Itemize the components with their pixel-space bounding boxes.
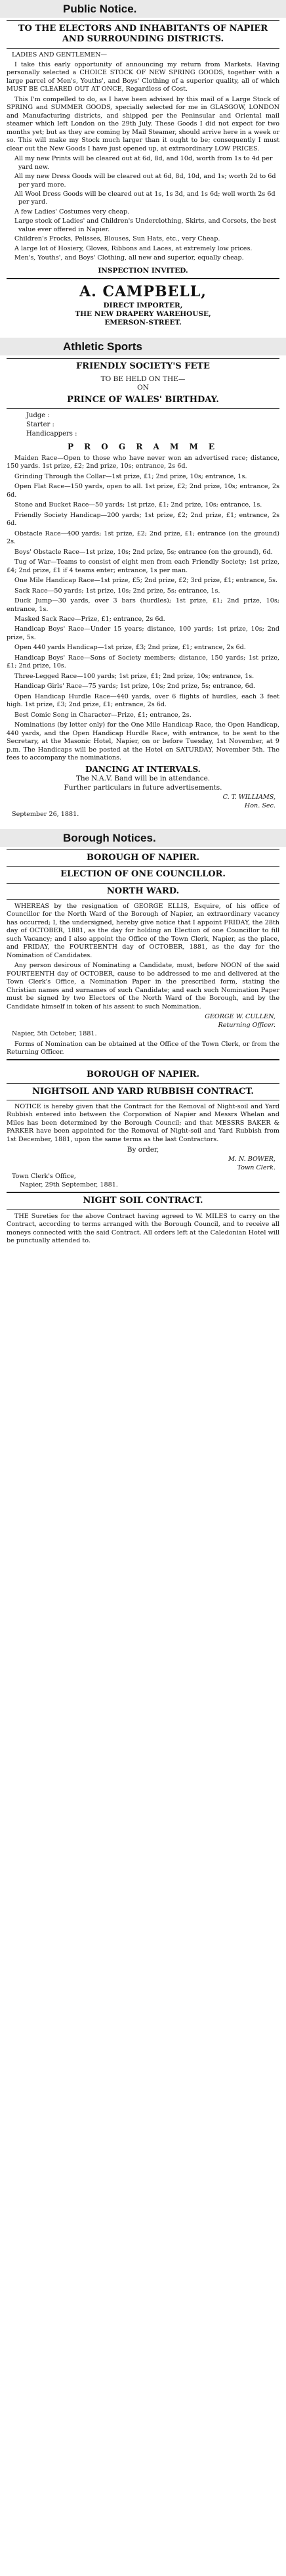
event-item: Best Comic Song in Character—Prize, £1; entrance, 2s. [14,711,192,719]
sale-item: Large stock of Ladies' and Children's Underclothing, Skirts, and Corsets, the best value ever offered in Napier. [14,217,277,233]
event-item: Stone and Bucket Race—50 yards; 1st prize, £1; 2nd prize, 10s; entrance, 1s. [14,501,262,509]
nightsoil-contract-title: NIGHTSOIL AND YARD RUBBISH CONTRACT. [32,1086,254,1096]
event-item: Maiden Race—Open to those who have never won an advertised race; distance, 150 yards. 1st prize, £2; 2nd prize, 10s; entrance, 2s 6d. [7,455,279,470]
night-contract-text: THE Sureties for the above Contract having agreed to W. MILES to carry on the Contract, according to terms arranged with the Borough Council, and to receive all moneys connected with the said Contract. All orders left at the Caledonian Hotel will be punctually attended to. [7,1212,279,1244]
sale-item: All my new Prints will be cleared out at 6d, 8d, and 10d, worth from 1s to 4d per yard new. [14,155,273,171]
event-item: Obstacle Race—400 yards; 1st prize, £2; 2nd prize, £1; entrance (on the ground) 2s. [7,530,279,546]
event-item: Handicap Boys' Race—Sons of Society members; distance, 150 yards; 1st prize, £1; 2nd prize, 10s. [7,654,279,670]
sale-item: Men's, Youths', and Boys' Clothing, all new and superior, equally cheap. [14,254,244,262]
event-item: Grinding Through the Collar—1st prize, £1; 2nd prize, 10s; entrance, 1s. [14,472,247,480]
further-particulars: Further particulars in future advertisements. [64,783,222,792]
merchant-street: EMERSON-STREET. [104,319,182,327]
notice-paragraph-2: This I'm compelled to do, as I have been advised by this mail of a Large Stock of SPRING and SUMMER GOODS, specially selected for me in GLASGOW, LONDON and Manufacturing districts, and shipped per the Peninsular and Oriental mail steamer which left London on the 29th July. These Goods I did not expect for two months yet; but as they are coming by Mail Steamer, should arrive here in a week or so. This will make my Stock much larger than it ought to be; consequently I must clear out the New Goods I have just opened up, at extraordinary LOW PRICES. [7,95,279,152]
divider [7,408,279,409]
town-clerk-name: M. N. BOWER, [228,1156,276,1164]
divider [7,1209,279,1210]
divider [7,849,279,850]
notice-title: TO THE ELECTORS AND INHABITANTS OF NAPIER AND SURROUNDING DISTRICTS. [18,24,268,45]
merchant-shop: THE NEW DRAPERY WAREHOUSE, [75,310,211,318]
by-order: By order, [127,1146,159,1154]
divider [7,278,279,279]
sale-item: A few Ladies' Costumes very cheap. [14,208,130,215]
event-item: Three-Legged Race—100 yards; 1st prize, £1; 2nd prize, 10s; entrance, 1s. [14,672,255,680]
notice-paragraph-1: I take this early opportunity of announcing my return from Markets. Having personally selected a CHOICE STOCK OF NEW SPRING GOODS, together with a large parcel of Men's, Youths', and Boys' Clothing of a superior quality, all of which MUST BE CLEARED OUT AT ONCE, Regardless of Cost. [7,60,279,93]
event-item: Sack Race—50 yards; 1st prize, 10s; 2nd prize, 5s; entrance, 1s. [14,587,220,595]
event-item: Open Handicap Hurdle Race—440 yards, over 6 flights of hurdles, each 3 feet high. 1st prize, £3; 2nd prize, £1; entrance, 2s 6d. [7,692,279,709]
section-header-public-notice: Public Notice. [0,0,286,18]
sale-item: Children's Frocks, Pelisses, Blouses, Sun Hats, etc., very Cheap. [14,235,220,243]
salutation: LADIES AND GENTLEMEN— [12,51,108,58]
divider [7,866,279,867]
fete-date: September 26, 1881. [12,810,79,818]
event-item: Tug of War—Teams to consist of eight men from each Friendly Society; 1st prize, £4; 2nd prize, £1 if 4 teams enter; entrance, 1s per man. [7,558,279,574]
merchant-role: DIRECT IMPORTER, [103,301,183,309]
official-handicappers: Handicappers : [26,430,77,438]
nomination-forms: Forms of Nomination can be obtained at the Office of the Town Clerk, or from the Returning Officer. [7,1040,279,1056]
night-contract-title: NIGHT SOIL CONTRACT. [83,1196,203,1206]
fete-occasion: PRINCE OF WALES' BIRTHDAY. [67,394,219,405]
official-judge: Judge : [26,412,50,419]
election-text: WHEREAS by the resignation of GEORGE ELLIS, Esquire, of his office of Councillor for the North Ward of the Borough of Napier, an extraordinary vacancy has occurred; I, the undersigned, hereby give notice that I appoint FRIDAY, the 28th day of OCTOBER, 1881, as the day for holding an Election of one Councillor to fill such Vacancy; and I also appoint the Office of the Town Clerk, Napier, as the place, and FRIDAY, the FOURTEENTH day of OCTOBER, 1881, as the day for the Nomination of Candidates. [7,902,279,959]
sale-item: All Wool Dress Goods will be cleared out at 1s, 1s 3d, and 1s 6d; well worth 2s 6d per yard. [14,191,276,206]
inspection-invited: INSPECTION INVITED. [98,266,188,275]
event-item: Handicap Boys' Race—Under 15 years; distance, 100 yards; 1st prize, 10s; 2nd prize, 5s. [7,625,279,641]
event-item: Masked Sack Race—Prize, £1; entrance, 2s 6d. [14,615,165,623]
band-notice: The N.A.V. Band will be in attendance. [75,775,211,783]
merchant-name: A. CAMPBELL, [79,282,207,300]
event-item: One Mile Handicap Race—1st prize, £5; 2nd prize, £2; 3rd prize, £1; entrance, 5s. [14,577,278,585]
dancing-notice: DANCING AT INTERVALS. [85,765,201,775]
divider [7,358,279,359]
section-header-athletic-sports: Athletic Sports [0,338,286,355]
returning-officer-title: Returning Officer. [218,1022,276,1029]
event-item: Duck Jump—30 yards, over 3 bars (hurdles); 1st prize, £1; 2nd prize, 10s; entrance, 1s. [7,597,279,613]
returning-officer-name: GEORGE W. CULLEN, [205,1013,276,1021]
event-item: Open Flat Race—150 yards, open to all. 1st prize, £2; 2nd prize, 10s; entrance, 2s 6d. [7,483,279,499]
sale-item: A large lot of Hosiery, Gloves, Ribbons and Laces, at extremely low prices. [14,244,253,252]
election-text-2: Any person desirous of Nominating a Candidate, must, before NOON of the said FOURTEENTH day of OCTOBER, cause to be addressed to me and delivered at the Town Clerk's Office, a Nomination Paper in the prescribed form, stating the Christian names and surnames of such Candidate; and each such Nomination Paper must be signed by two Electors of the North Ward of the Borough, and by the Candidate himself in token of his assent to such Nomination. [7,962,279,1010]
nominations-text: Nominations (by letter only) for the One Mile Handicap Race, the Open Handicap, 440 yards, and the Open Handicap Hurdle Race, with entrance, to be sent to the Secretary, at the Masonic Hotel, Napier, on or before Tuesday, 1st November, at 9 p.m. The Handicaps will be posted at the Hotel on SATURDAY, November 5th. The fees to accompany the nominations. [7,721,279,761]
fete-title: FRIENDLY SOCIETY'S FETE [76,361,210,372]
sale-item: All my new Dress Goods will be cleared out at 6d, 8d, 10d, and 1s; worth 2d to 6d per yard more. [14,173,276,189]
election-title: ELECTION OF ONE COUNCILLOR. [60,869,226,880]
town-clerk-title: Town Clerk. [237,1164,276,1172]
nightsoil-borough-title: BOROUGH OF NAPIER. [86,1070,200,1080]
borough-title: BOROUGH OF NAPIER. [86,853,200,863]
fete-on: ON [137,383,149,392]
event-item: Handicap Girls' Race—75 yards; 1st prize, 10s; 2nd prize, 5s; entrance, 6d. [14,683,255,690]
nightsoil-text: NOTICE is hereby given that the Contract for the Removal of Night-soil and Yard Rubbish entered into between the Corporation of Napier and Messrs Whelan and Miles has been determined by the Borough Council; and that MESSRS BAKER & PARKER have been appointed for the Removal of Night-soil and Yard Rubbish from 1st December, 1881, upon the same terms as the last Contractors. [7,1102,279,1143]
divider [7,20,279,21]
secretary-title: Hon. Sec. [244,802,276,809]
election-place-date: Napier, 5th October, 1881. [12,1030,97,1038]
divider [7,1192,279,1193]
divider [7,883,279,884]
secretary-name: C. T. WILLIAMS, [222,793,276,801]
event-item: Boys' Obstacle Race—1st prize, 10s; 2nd prize, 5s; entrance (on the ground), 6d. [14,548,273,556]
event-item: Open 440 yards Handicap—1st prize, £3; 2nd prize, £1; entrance, 2s 6d. [14,644,246,652]
nightsoil-date: Napier, 29th September, 1881. [20,1181,118,1188]
ward-title: NORTH WARD. [106,886,180,896]
fete-held: TO BE HELD ON THE— [100,374,186,383]
divider [7,899,279,900]
divider [7,1059,279,1060]
divider [7,1083,279,1084]
section-header-borough-notices: Borough Notices. [0,829,286,847]
town-clerk-office: Town Clerk's Office, [12,1173,76,1181]
event-item: Friendly Society Handicap—200 yards; 1st prize, £2; 2nd prize, £1; entrance, 2s 6d. [7,511,279,528]
official-starter: Starter : [26,421,54,428]
divider [7,48,279,49]
programme-title: P R O G R A M M E [67,442,219,451]
